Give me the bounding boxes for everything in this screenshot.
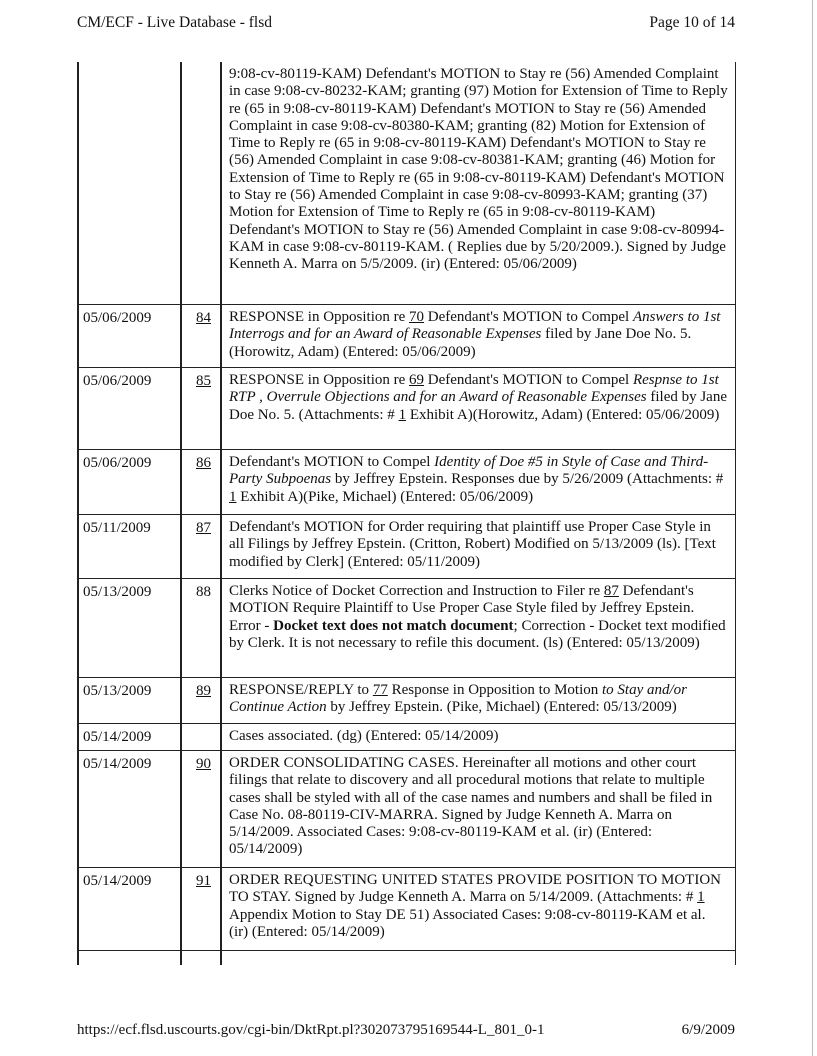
ref-link[interactable]: 87 xyxy=(603,583,619,599)
table-row xyxy=(77,678,736,724)
entry-number-link[interactable]: 87 xyxy=(196,520,211,536)
ref-link[interactable]: 69 xyxy=(409,372,425,388)
entry-text: 9:08-cv-80119-KAM) Defendant's MOTION to Stay re (56) Amended Complaint in case 9:08-cv-80232-KAM; granting (97) Motion for Extension of Time to Reply re (65 in 9:08-cv-80119-KAM) Defendant's MOTION to Stay re (56) Amended Complaint in case 9:08-cv-80380-KAM; granting (82) Motion for Extension of Time to Reply re (65 in 9:08-cv-80119-KAM) Defendant's MOTION to Stay re (56) Amended Complaint in case 9:08-cv-80381-KAM; granting (46) Motion for Extension of Time to Reply re (65 in 9:08-cv-80119-KAM) Defendant's MOTION to Stay re (56) Amended Complaint in case 9:08-cv-80993-KAM; granting (37) Motion for Extension of Time to Reply re (65 in 9:08-cv-80119-KAM) Defendant's MOTION to Stay re (56) Amended Complaint in case 9:08-cv-80994-KAM in case 9:08-cv-80119-KAM. ( Replies due by 5/20/2009.). Signed by Judge Kenneth A. Marra on 5/5/2009. (ir) (Entered: 05/06/2009) xyxy=(229,66,728,273)
entry-date: 05/14/2009 xyxy=(83,729,152,745)
entry-text: RESPONSE in Opposition re 69 Defendant's MOTION to Compel Respnse to 1st RTP , Overrule Objections and for an Award of Reasonable Expenses filed by Jane Doe No. 5. (Attachments: # 1 Exhibit A)(Horowitz, Adam) (Entered: 05/06/2009) xyxy=(229,372,727,423)
entry-number xyxy=(180,724,220,750)
entry-text: Defendant's MOTION for Order requiring that plaintiff use Proper Case Style in all Filings by Jeffrey Epstein. (Critton, Robert) Modified on 5/13/2009 (ls). [Text modified by Clerk] (Entered: 05/11/2009) xyxy=(229,519,716,570)
entry-number: 88 xyxy=(196,584,211,600)
table-row-partial xyxy=(77,951,736,965)
docket-table xyxy=(77,62,736,965)
table-row xyxy=(77,305,736,368)
entry-text: ORDER REQUESTING UNITED STATES PROVIDE POSITION TO MOTION TO STAY. Signed by Judge Kenneth A. Marra on 5/14/2009. (Attachments: # 1 Appendix Motion to Stay DE 51) Associated Cases: 9:08-cv-80119-KAM et al. (ir) (Entered: 05/14/2009) xyxy=(229,872,721,940)
table-row xyxy=(77,450,736,515)
footer-date: 6/9/2009 xyxy=(681,1022,735,1038)
entry-text: Clerks Notice of Docket Correction and Instruction to Filer re 87 Defendant's MOTION Require Plaintiff to Use Proper Case Style filed by Jeffrey Epstein. Error - Docket text does not match document; Correction - Docket text modified by Clerk. It is not necessary to refile this document. (ls) (Entered: 05/13/2009) xyxy=(229,583,726,651)
entry-number-link[interactable]: 90 xyxy=(196,756,211,772)
entry-text: RESPONSE/REPLY to 77 Response in Opposition to Motion to Stay and/or Continue Action by Jeffrey Epstein. (Pike, Michael) (Entered: 05/13/2009) xyxy=(229,682,687,716)
entry-text: Defendant's MOTION to Compel Identity of Doe #5 in Style of Case and Third-Party Subpoenas by Jeffrey Epstein. Responses due by 5/26/2009 (Attachments: # 1 Exhibit A)(Pike, Michael) (Entered: 05/06/2009) xyxy=(229,454,724,505)
ref-link[interactable]: 70 xyxy=(409,309,425,325)
entry-date: 05/06/2009 xyxy=(83,455,152,471)
table-row xyxy=(77,62,736,305)
entry-number-link[interactable]: 91 xyxy=(196,873,211,889)
table-row xyxy=(77,368,736,450)
entry-date: 05/11/2009 xyxy=(83,520,151,536)
attachment-link[interactable]: 1 xyxy=(398,406,407,423)
entry-number-link[interactable]: 84 xyxy=(196,310,211,326)
header-title: CM/ECF - Live Database - flsd xyxy=(77,14,273,31)
table-row xyxy=(77,751,736,868)
entry-text: Cases associated. (dg) (Entered: 05/14/2009) xyxy=(229,728,499,744)
table-row xyxy=(77,868,736,951)
entry-date: 05/13/2009 xyxy=(83,683,152,699)
entry-number-link[interactable]: 86 xyxy=(196,455,211,471)
footer-url: https://ecf.flsd.uscourts.gov/cgi-bin/DktRpt.pl?302073795169544-L_801_0-1 xyxy=(77,1022,545,1038)
entry-date: 05/14/2009 xyxy=(83,756,152,772)
entry-date xyxy=(77,62,180,304)
entry-date: 05/13/2009 xyxy=(83,584,152,600)
table-row xyxy=(77,724,736,751)
entry-number xyxy=(180,62,220,304)
entry-text: ORDER CONSOLIDATING CASES. Hereinafter all motions and other court filings that relate to discovery and all procedural motions that relate to multiple cases shall be styled with all of the case names and numbers and shall be filed in Case No. 08-80119-CIV-MARRA. Signed by Judge Kenneth A. Marra on 5/14/2009. Associated Cases: 9:08-cv-80119-KAM et al. (ir) (Entered: 05/14/2009) xyxy=(229,755,713,858)
entry-text: RESPONSE in Opposition re 70 Defendant's MOTION to Compel Answers to 1st Interrogs and for an Award of Reasonable Expenses filed by Jane Doe No. 5. (Horowitz, Adam) (Entered: 05/06/2009) xyxy=(229,309,721,360)
entry-date: 05/06/2009 xyxy=(83,373,152,389)
table-row xyxy=(77,515,736,579)
page-edge-line xyxy=(812,0,813,1056)
page-number: Page 10 of 14 xyxy=(649,14,735,31)
entry-date: 05/14/2009 xyxy=(83,873,152,889)
entry-number-link[interactable]: 85 xyxy=(196,373,211,389)
entry-number-link[interactable]: 89 xyxy=(196,683,211,699)
entry-date: 05/06/2009 xyxy=(83,310,152,326)
ref-link[interactable]: 77 xyxy=(372,682,388,698)
table-row xyxy=(77,579,736,678)
attachment-link[interactable]: 1 xyxy=(697,889,705,906)
attachment-link[interactable]: 1 xyxy=(229,488,237,505)
